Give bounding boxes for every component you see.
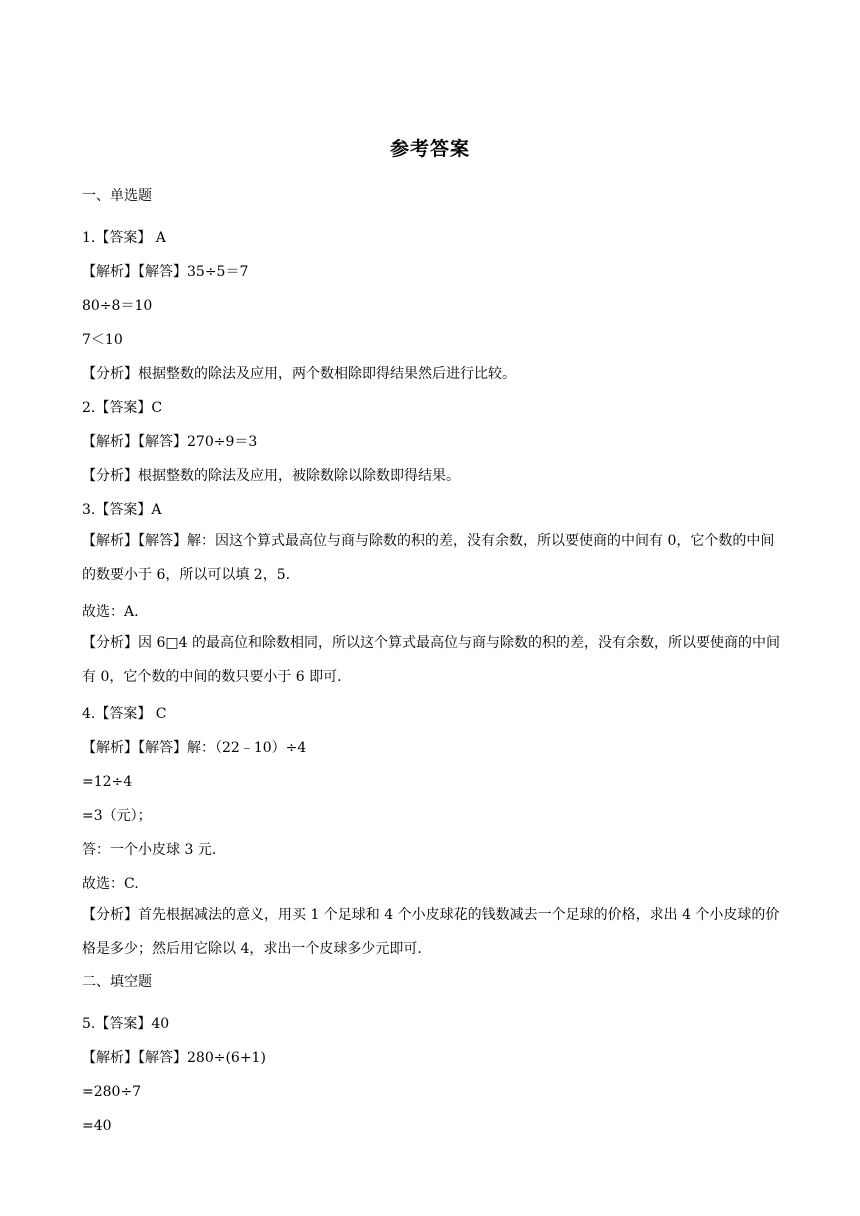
solution-line: =3（元）； [82, 808, 152, 824]
solution-line: 7＜10 [82, 332, 123, 348]
page-title: 参考答案 [389, 138, 470, 160]
choice-line: 故选：C. [82, 876, 139, 892]
answer-line: 3.【答案】A [82, 502, 162, 518]
reply-line: 答：一个小皮球 3 元. [82, 842, 217, 858]
solution-line: 【解析】【解答】35÷5＝7 [82, 264, 249, 280]
solution-line: =12÷4 [82, 774, 133, 790]
section-heading-single-choice: 一、单选题 [82, 188, 152, 204]
solution-paragraph: 【解析】【解答】解：因这个算式最高位与商与除数的积的差，没有余数，所以要使商的中间有 0，它个数的中间的数要小于 6，所以可以填 2，5. [82, 533, 775, 583]
solution-line: =40 [82, 1118, 112, 1134]
solution-line: 80÷8＝10 [82, 298, 153, 314]
answer-line: 2.【答案】C [82, 400, 163, 416]
analysis-line: 【分析】根据整数的除法及应用，两个数相除即得结果然后进行比较。 [82, 366, 516, 382]
answer-line: 4.【答案】 C [82, 706, 167, 722]
solution-line: 【解析】【解答】270÷9＝3 [82, 434, 258, 450]
analysis-line: 【分析】根据整数的除法及应用，被除数除以除数即得结果。 [82, 468, 460, 484]
solution-line: 【解析】【解答】解：（22﹣10）÷4 [82, 740, 307, 756]
solution-line: =280÷7 [82, 1084, 142, 1100]
analysis-paragraph: 【分析】首先根据减法的意义，用买 1 个足球和 4 个小皮球花的钱数减去一个足球的价格，求出 4 个小皮球的价格是多少；然后用它除以 4，求出一个皮球多少元即可. [82, 907, 780, 957]
choice-line: 故选：A. [82, 604, 139, 620]
answer-line: 5.【答案】40 [82, 1016, 170, 1032]
solution-line: 【解析】【解答】280÷(6+1) [82, 1050, 266, 1066]
analysis-paragraph: 【分析】因 6□4 的最高位和除数相同，所以这个算式最高位与商与除数的积的差，没有余数，所以要使商的中间有 0，它个数的中间的数只要小于 6 即可. [82, 635, 780, 685]
answer-line: 1.【答案】 A [82, 230, 166, 246]
section-heading-fill-blank: 二、填空题 [82, 974, 152, 990]
